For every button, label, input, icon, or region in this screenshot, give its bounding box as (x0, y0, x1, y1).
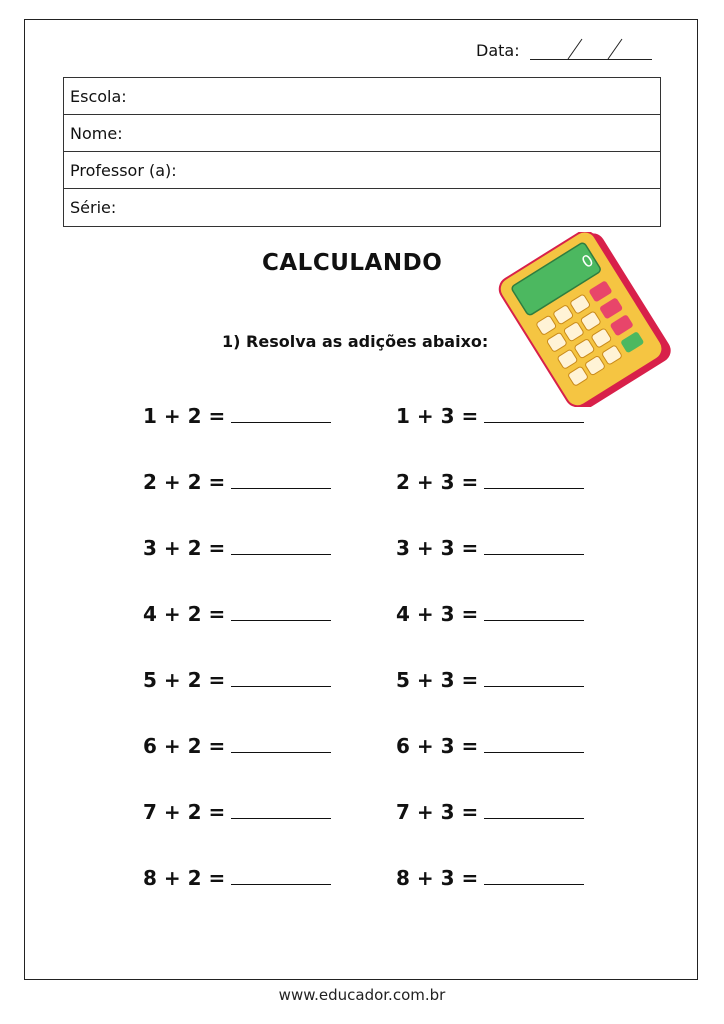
problem-expression: 5 + 2 = (143, 668, 226, 692)
problem-expression: 8 + 2 = (143, 866, 226, 890)
problem-left-6 (143, 734, 331, 758)
problem-right-2 (396, 470, 584, 494)
problem-left-7 (143, 800, 331, 824)
problem-expression: 1 + 2 = (143, 404, 226, 428)
answer-blank[interactable] (231, 684, 331, 687)
problem-expression: 4 + 3 = (396, 602, 479, 626)
problem-expression: 6 + 2 = (143, 734, 226, 758)
problem-right-7 (396, 800, 584, 824)
answer-blank[interactable] (231, 618, 331, 621)
date-label: Data: (476, 41, 520, 60)
answer-blank[interactable] (231, 486, 331, 489)
problem-left-8 (143, 866, 331, 890)
svg-text:0: 0 (578, 250, 597, 272)
problem-expression: 6 + 3 = (396, 734, 479, 758)
answer-blank[interactable] (231, 882, 331, 885)
problem-right-3 (396, 536, 584, 560)
problem-expression: 7 + 2 = (143, 800, 226, 824)
problem-expression: 1 + 3 = (396, 404, 479, 428)
date-blank[interactable] (530, 37, 652, 60)
problem-right-4 (396, 602, 584, 626)
info-label: Série: (70, 198, 117, 217)
answer-blank[interactable] (484, 684, 584, 687)
answer-blank[interactable] (231, 816, 331, 819)
info-row-escola[interactable] (64, 78, 660, 115)
footer-url: www.educador.com.br (278, 986, 446, 1004)
answer-blank[interactable] (484, 816, 584, 819)
answer-blank[interactable] (231, 552, 331, 555)
page-title: CALCULANDO (262, 250, 443, 276)
problem-right-6 (396, 734, 584, 758)
info-row-serie[interactable] (64, 189, 660, 226)
problem-left-1 (143, 404, 331, 428)
answer-blank[interactable] (484, 486, 584, 489)
instruction-text: 1) Resolva as adições abaixo: (222, 332, 489, 351)
calculator-icon (493, 232, 673, 411)
info-table (63, 77, 661, 227)
date-slashes (530, 37, 652, 59)
problem-expression: 3 + 3 = (396, 536, 479, 560)
info-row-nome[interactable] (64, 115, 660, 152)
problem-right-5 (396, 668, 584, 692)
problem-expression: 7 + 3 = (396, 800, 479, 824)
problem-expression: 2 + 2 = (143, 470, 226, 494)
problem-left-5 (143, 668, 331, 692)
info-label: Professor (a): (70, 160, 177, 180)
problem-right-8 (396, 866, 584, 890)
answer-blank[interactable] (231, 750, 331, 753)
info-row-professor[interactable] (64, 152, 660, 189)
answer-blank[interactable] (484, 618, 584, 621)
problem-expression: 8 + 3 = (396, 866, 479, 890)
problem-left-4 (143, 602, 331, 626)
problem-expression: 3 + 2 = (143, 536, 226, 560)
answer-blank[interactable] (484, 882, 584, 885)
date-field (476, 36, 652, 60)
problem-right-1 (396, 404, 584, 428)
problem-expression: 2 + 3 = (396, 470, 479, 494)
problem-expression: 5 + 3 = (396, 668, 479, 692)
info-label: Escola: (70, 86, 127, 106)
problem-left-2 (143, 470, 331, 494)
answer-blank[interactable] (484, 750, 584, 753)
answer-blank[interactable] (484, 420, 584, 423)
answer-blank[interactable] (484, 552, 584, 555)
problem-left-3 (143, 536, 331, 560)
answer-blank[interactable] (231, 420, 331, 423)
problem-expression: 4 + 2 = (143, 602, 226, 626)
info-label: Nome: (70, 123, 123, 143)
